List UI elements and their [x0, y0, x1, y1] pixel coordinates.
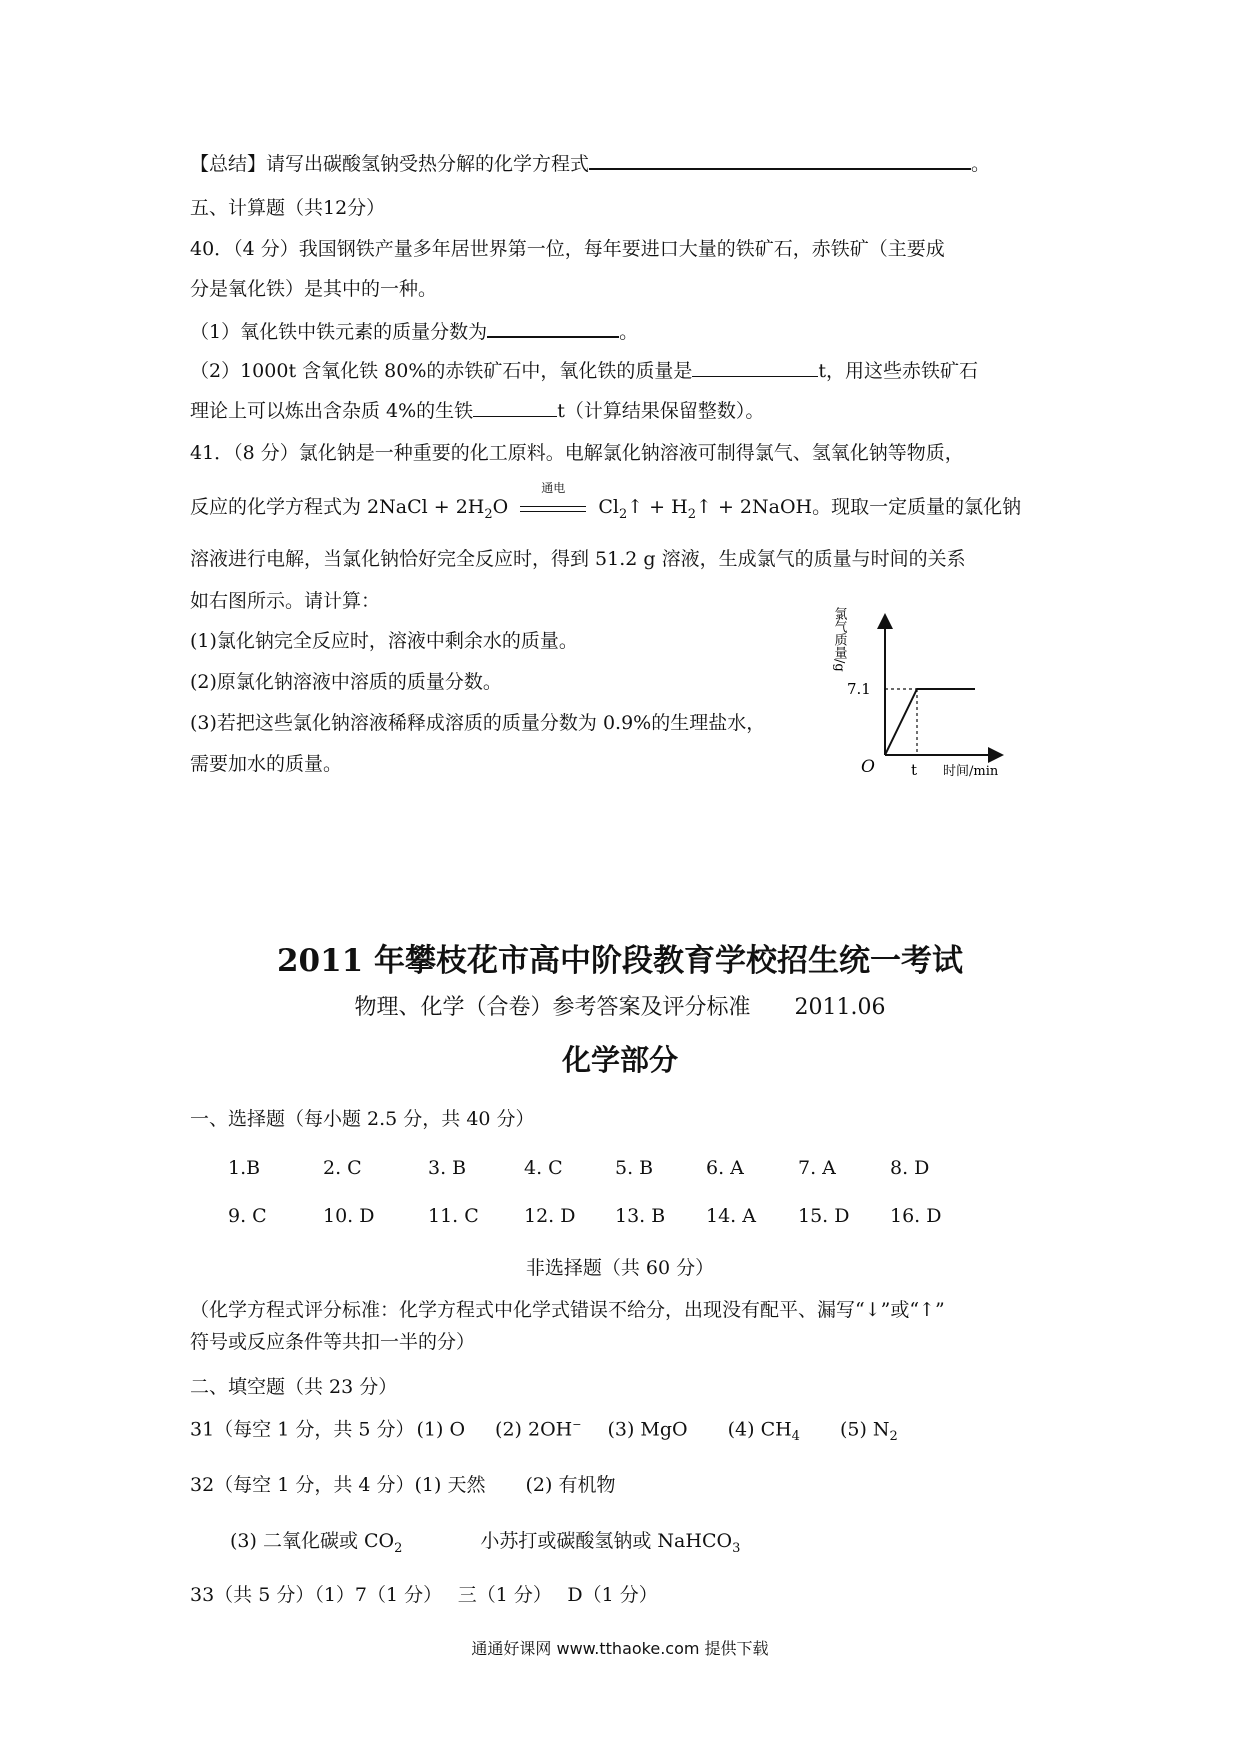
section-2-heading: 二、填空题（共 23 分） — [190, 1376, 398, 1398]
page-title: 2011 年攀枝花市高中阶段教育学校招生统一考试 — [276, 943, 964, 979]
summary-end: 。 — [971, 153, 991, 175]
grading-rule-line-1: （化学方程式评分标准：化学方程式中化学式错误不给分，出现没有配平、漏写“↓”或“↑” — [190, 1299, 945, 1321]
q31-answer: (3) MgO — [607, 1418, 688, 1441]
equation-text: ↑ + 2NaOH。现取一定质量的氯化钠 — [696, 496, 1022, 518]
answer-blank[interactable] — [487, 320, 619, 338]
q32-head: 32（每空 1 分，共 4 分） — [190, 1474, 415, 1496]
mc-answer: 16. D — [890, 1205, 942, 1227]
q40-line-2: 分是氧化铁）是其中的一种。 — [190, 278, 438, 300]
q31-answer: (1) O — [416, 1418, 466, 1441]
q31-answer: (4) CH — [727, 1418, 792, 1441]
mc-answer: 11. C — [428, 1205, 479, 1227]
q40-part-1-text: （1）氧化铁中铁元素的质量分数为 — [190, 321, 488, 343]
q32-answer: (1) 天然 — [414, 1474, 486, 1496]
mc-answer: 14. A — [706, 1205, 756, 1227]
q31-answer: (5) N — [839, 1418, 890, 1441]
q32-answer: (2) 有机物 — [525, 1474, 616, 1496]
equation-text: 反应的化学方程式为 2NaCl + 2H — [190, 496, 485, 518]
q40-part-2-cont-end: t（计算结果保留整数）。 — [557, 400, 765, 422]
section-5-heading: 五、计算题（共12分） — [190, 197, 386, 219]
part-heading: 化学部分 — [561, 1043, 678, 1077]
mc-answer: 12. D — [524, 1205, 576, 1227]
series-line — [885, 689, 975, 755]
mc-answer: 9. C — [228, 1205, 267, 1227]
answer-blank[interactable] — [473, 400, 557, 417]
subscript: 3 — [732, 1540, 741, 1556]
q41-sub-1: (1)氯化钠完全反应时，溶液中剩余水的质量。 — [190, 630, 578, 652]
mc-answer: 4. C — [524, 1157, 563, 1179]
q40-line-1: 40．（4 分）我国钢铁产量多年居世界第一位，每年要进口大量的铁矿石，赤铁矿（主要成 — [190, 238, 945, 260]
q40-part-1-end: 。 — [619, 321, 639, 343]
q31-answer: (2) 2OH — [495, 1418, 573, 1441]
mc-answer: 5. B — [615, 1157, 654, 1179]
x-tick-label: t — [911, 761, 918, 779]
q41-line-1: 41．（8 分）氯化钠是一种重要的化工原料。电解氯化钠溶液可制得氯气、氢氧化钠等物质， — [190, 442, 964, 464]
q32-answers-line-1 — [190, 1474, 615, 1497]
q40-part-2 — [190, 360, 978, 383]
equation-text: Cl — [598, 496, 619, 518]
q40-part-2-mid: t，用这些赤铁矿石 — [818, 360, 979, 382]
origin-label: O — [861, 757, 875, 777]
q41-line-3: 溶液进行电解，当氯化钠恰好完全反应时，得到 51.2 g 溶液，生成氯气的质量与时间的关系 — [190, 548, 966, 570]
page-footer: 通通好课网 www.tthaoke.com 提供下载 — [471, 1639, 769, 1658]
summary-line — [190, 152, 990, 176]
chlorine-mass-chart — [825, 595, 1025, 780]
q32-answer: 小苏打或碳酸氢钠或 NaHCO — [480, 1530, 733, 1552]
q41-line-4: 如右图所示。请计算： — [190, 590, 381, 612]
subscript: 2 — [394, 1540, 403, 1556]
x-axis-label: 时间/min — [943, 764, 999, 779]
q32-answers-line-2 — [230, 1530, 740, 1556]
mc-answers-row-2 — [190, 1205, 1030, 1235]
q41-sub-3: (3)若把这些氯化钠溶液稀释成溶质的质量分数为 0.9%的生理盐水， — [190, 712, 766, 734]
q40-part-1 — [190, 320, 638, 344]
subscript: 4 — [791, 1429, 800, 1445]
q32-answer: (3) 二氧化碳或 CO — [230, 1530, 395, 1552]
mc-answer: 1.B — [228, 1157, 261, 1179]
mc-heading: 一、选择题（每小题 2.5 分，共 40 分） — [190, 1108, 535, 1130]
mc-answer: 13. B — [615, 1205, 666, 1227]
page-subtitle — [0, 990, 1240, 1021]
answer-blank[interactable] — [692, 360, 818, 377]
y-tick-label: 7.1 — [847, 680, 871, 698]
equation-text: O — [492, 496, 509, 518]
mc-answers-row-1 — [190, 1157, 1030, 1187]
q40-part-2-cont — [190, 400, 764, 423]
q33-answers: 33（共 5 分）（1）7（1 分） 三（1 分） D（1 分） — [190, 1584, 658, 1606]
answer-blank[interactable] — [589, 152, 971, 170]
reaction-condition — [520, 481, 586, 519]
grading-rule-line-2: 符号或反应条件等共扣一半的分） — [190, 1331, 476, 1353]
subtitle-date: 2011.06 — [794, 995, 886, 1020]
q40-part-2-cont-text: 理论上可以炼出含杂质 4%的生铁 — [190, 400, 474, 422]
q31-answers: 31（每空 1 分，共 5 分） (1) O (2) 2OH− (3) MgO (4) $CH_4$ (5) $N_2$ — [190, 1418, 898, 1445]
q40-part-2-text: （2）1000t 含氧化铁 80%的赤铁矿石中，氧化铁的质量是 — [190, 360, 693, 382]
summary-text: 【总结】请写出碳酸氢钠受热分解的化学方程式 — [190, 153, 590, 175]
mc-answer: 6. A — [706, 1157, 744, 1179]
non-mc-heading: 非选择题（共 60 分） — [525, 1257, 715, 1279]
y-axis-label: 氯气质量/g — [831, 607, 847, 672]
subscript: 2 — [889, 1429, 898, 1445]
subtitle-text: 物理、化学（合卷）参考答案及评分标准 — [354, 995, 751, 1020]
mc-answer: 2. C — [323, 1157, 362, 1179]
mc-answer: 3. B — [428, 1157, 467, 1179]
q41-equation-line: 反应的化学方程式为 2NaCl + $2H_2O$ 通电 $Cl_2↑$ + $H_2↑$ + 2NaOH。现取一定质量的氯化钠 — [190, 481, 1022, 522]
mc-answer: 10. D — [323, 1205, 375, 1227]
mc-answer: 8. D — [890, 1157, 930, 1179]
mc-answer: 15. D — [798, 1205, 850, 1227]
mc-answer: 7. A — [798, 1157, 836, 1179]
q41-sub-2: (2)原氯化钠溶液中溶质的质量分数。 — [190, 671, 502, 693]
q31-head: 31（每空 1 分，共 5 分） — [190, 1418, 415, 1441]
q41-sub-4: 需要加水的质量。 — [190, 753, 343, 775]
condition-label: 通电 — [541, 481, 566, 495]
equation-text: ↑ + H — [627, 496, 688, 518]
